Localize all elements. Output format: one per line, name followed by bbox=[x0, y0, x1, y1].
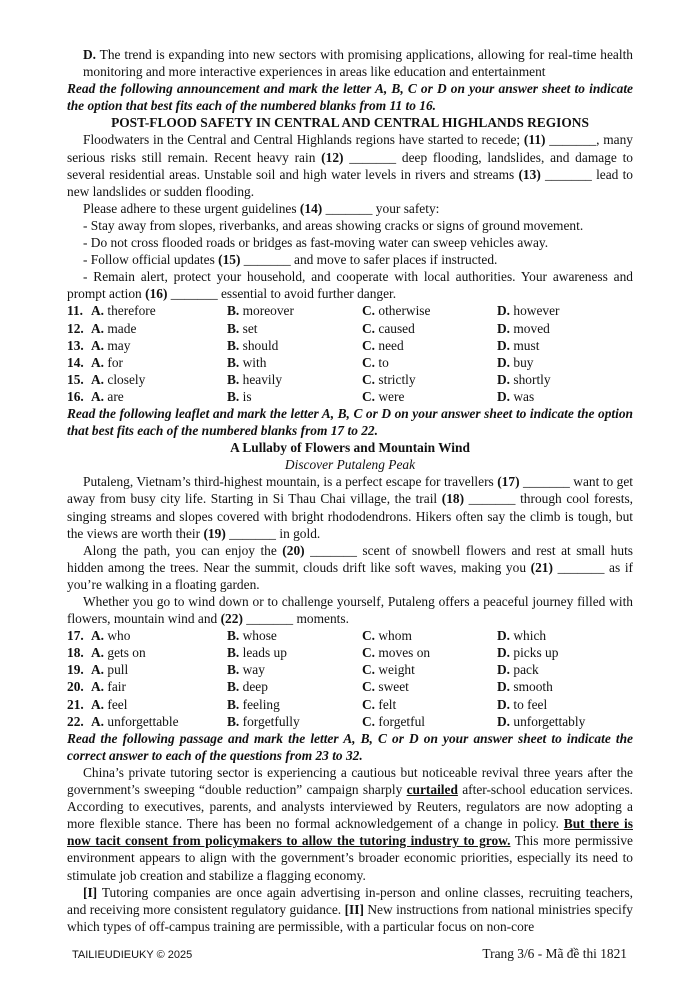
question-options-17-22 bbox=[67, 627, 633, 730]
footer-page-info: Trang 3/6 - Mã đề thi 1821 bbox=[482, 946, 627, 961]
question-number: 18. bbox=[67, 645, 84, 661]
underlined-word: curtailed bbox=[406, 782, 458, 798]
option-c[interactable]: C. strictly bbox=[362, 371, 416, 387]
option-d[interactable]: D. smooth bbox=[497, 679, 553, 695]
option-d[interactable]: D. buy bbox=[497, 354, 534, 370]
option-b[interactable]: B. with bbox=[227, 354, 267, 370]
option-a[interactable]: A. for bbox=[91, 354, 124, 370]
section-2-title: A Lullaby of Flowers and Mountain Wind bbox=[230, 440, 470, 456]
option-b[interactable]: B. moreover bbox=[227, 303, 294, 319]
option-b[interactable]: B. feeling bbox=[227, 696, 280, 712]
footer-brand: TAILIEUDIEUKY © 2025 bbox=[72, 949, 193, 961]
option-d[interactable]: D. shortly bbox=[497, 371, 551, 387]
guideline-4: - Remain alert, protect your household, and cooperate with local authorities. Your awareness and prompt action (16) _______ essential to avoid further danger. bbox=[67, 269, 633, 302]
option-a[interactable]: A. feel bbox=[91, 696, 128, 712]
option-a[interactable]: A. who bbox=[91, 628, 131, 644]
exam-page bbox=[67, 46, 633, 935]
option-b[interactable]: B. leads up bbox=[227, 645, 287, 661]
previous-option-d: D. The trend is expanding into new sectors with promising applications, allowing for real-time health monitoring and more interactive experiences in areas like education and entertainment bbox=[83, 47, 633, 80]
section-3-instruction: Read the following passage and mark the letter A, B, C or D on your answer sheet to indicate the correct answer to each of the questions from 23 to 32. bbox=[67, 730, 633, 763]
guideline-3: - Follow official updates (15) _______ and move to safer places if instructed. bbox=[83, 252, 498, 268]
option-d[interactable]: D. however bbox=[497, 303, 560, 319]
option-d[interactable]: D. unforgettably bbox=[497, 713, 586, 729]
option-c[interactable]: C. forgetful bbox=[362, 713, 425, 729]
question-options-11-16 bbox=[67, 302, 633, 405]
option-b[interactable]: B. way bbox=[227, 662, 265, 678]
option-c[interactable]: C. to bbox=[362, 354, 389, 370]
question-number: 21. bbox=[67, 696, 84, 712]
option-c[interactable]: C. otherwise bbox=[362, 303, 431, 319]
guideline-2: - Do not cross flooded roads or bridges as fast-moving water can sweep vehicles away. bbox=[83, 235, 549, 251]
option-b[interactable]: B. forgetfully bbox=[227, 713, 300, 729]
position-marker-i: [I] bbox=[83, 884, 98, 900]
option-a[interactable]: A. gets on bbox=[91, 645, 146, 661]
option-c[interactable]: C. were bbox=[362, 388, 405, 404]
option-a[interactable]: A. are bbox=[91, 388, 124, 404]
option-d[interactable]: D. moved bbox=[497, 320, 550, 336]
option-b[interactable]: B. heavily bbox=[227, 371, 283, 387]
question-number: 15. bbox=[67, 371, 84, 387]
section-2-subtitle: Discover Putaleng Peak bbox=[284, 457, 416, 473]
option-d[interactable]: D. to feel bbox=[497, 696, 548, 712]
option-c[interactable]: C. sweet bbox=[362, 679, 409, 695]
option-c[interactable]: C. caused bbox=[362, 320, 415, 336]
option-a[interactable]: A. fair bbox=[91, 679, 126, 695]
guideline-1: - Stay away from slopes, riverbanks, and areas showing cracks or signs of ground movement. bbox=[83, 217, 584, 233]
question-number: 11. bbox=[67, 303, 83, 319]
question-number: 12. bbox=[67, 320, 84, 336]
option-d[interactable]: D. picks up bbox=[497, 645, 559, 661]
option-d[interactable]: D. must bbox=[497, 337, 540, 353]
position-marker-ii: [II] bbox=[344, 901, 364, 917]
question-number: 20. bbox=[67, 679, 84, 695]
option-a[interactable]: A. therefore bbox=[91, 303, 156, 319]
option-b[interactable]: B. deep bbox=[227, 679, 268, 695]
option-a[interactable]: A. closely bbox=[91, 371, 146, 387]
section-1-title: POST-FLOOD SAFETY IN CENTRAL AND CENTRAL HIGHLANDS REGIONS bbox=[111, 115, 589, 131]
announcement-paragraph-1: Floodwaters in the Central and Central Highlands regions have started to recede; (11) _______, many serious risks still remain. Recent heavy rain (12) _______ deep flooding, landslides, and damage to several residential areas. Unstable soil and high water levels in rivers and streams (13) _______ lead to new landslides or sudden flooding. bbox=[67, 132, 633, 199]
question-number: 17. bbox=[67, 628, 84, 644]
option-c[interactable]: C. need bbox=[362, 337, 404, 353]
leaflet-paragraph-3: Whether you go to wind down or to challenge yourself, Putaleng offers a peaceful journey filled with flowers, mountain wind and (22) _______ moments. bbox=[67, 594, 633, 627]
question-number: 16. bbox=[67, 388, 84, 404]
section-2-instruction: Read the following leaflet and mark the letter A, B, C or D on your answer sheet to indicate the option that best fits each of the numbered blanks from 17 to 22. bbox=[67, 405, 633, 439]
option-c[interactable]: C. weight bbox=[362, 662, 415, 678]
option-b[interactable]: B. whose bbox=[227, 628, 277, 644]
question-number: 22. bbox=[67, 713, 84, 729]
page-footer bbox=[72, 946, 627, 962]
leaflet-paragraph-1: Putaleng, Vietnam’s third-highest mountain, is a perfect escape for travellers (17) _______ want to get away from busy city life. Starting in Si Thau Chai village, the trail (18) _______ through cool forests, singing streams and slopes covered with bright rhododendrons. Hikers often say the climb is tough, but the views are worth their (19) _______ in gold. bbox=[67, 474, 634, 541]
option-a[interactable]: A. made bbox=[91, 320, 137, 336]
option-b[interactable]: B. is bbox=[227, 388, 252, 404]
underlined-sentence: But there is now tacit consent from policymakers to allow the tutoring industry to grow. bbox=[67, 816, 633, 849]
option-d[interactable]: D. pack bbox=[497, 662, 539, 678]
option-c[interactable]: C. felt bbox=[362, 696, 397, 712]
option-a[interactable]: A. pull bbox=[91, 662, 129, 678]
option-c[interactable]: C. whom bbox=[362, 628, 412, 644]
passage-paragraph-1: China’s private tutoring sector is experiencing a cautious but noticeable revival three years after the government’s sweeping “double reduction” campaign sharply curtailed after-school education services. According to executives, parents, and analysts interviewed by Reuters, regulators are now adopting a more flexible stance. There has been no formal acknowledgement of a change in policy. But there is now tacit consent from policymakers to allow the tutoring industry to grow. This more permissive environment appears to align with the government’s broader economic priorities, especially its need to stimulate job creation and stabilize a flagging economy. bbox=[67, 764, 634, 883]
question-number: 14. bbox=[67, 354, 84, 370]
option-d[interactable]: D. was bbox=[497, 388, 535, 404]
question-number: 19. bbox=[67, 662, 84, 678]
option-b[interactable]: B. should bbox=[227, 337, 279, 353]
passage-paragraph-2: [I] Tutoring companies are once again advertising in-person and online classes, recruiting teachers, and receiving more consistent regulatory guidance. [II] New instructions from national ministries specify which types of off-campus training are permissible, with a particular focus on non-core bbox=[67, 884, 633, 934]
section-1-instruction: Read the following announcement and mark the letter A, B, C or D on your answer sheet to indicate the option that best fits each of the numbered blanks from 11 to 16. bbox=[67, 81, 633, 114]
leaflet-paragraph-2: Along the path, you can enjoy the (20) _______ scent of snowbell flowers and rest at small huts hidden among the trees. Near the summit, clouds drift like soft waves, making you (21) _______ as if you’re walking in a floating garden. bbox=[67, 542, 634, 592]
option-a[interactable]: A. unforgettable bbox=[91, 713, 179, 729]
option-b[interactable]: B. set bbox=[227, 320, 258, 336]
option-a[interactable]: A. may bbox=[91, 337, 131, 353]
question-number: 13. bbox=[67, 337, 84, 353]
announcement-paragraph-2: Please adhere to these urgent guidelines (14) _______ your safety: bbox=[83, 200, 440, 216]
option-c[interactable]: C. moves on bbox=[362, 645, 431, 661]
option-d[interactable]: D. which bbox=[497, 628, 547, 644]
